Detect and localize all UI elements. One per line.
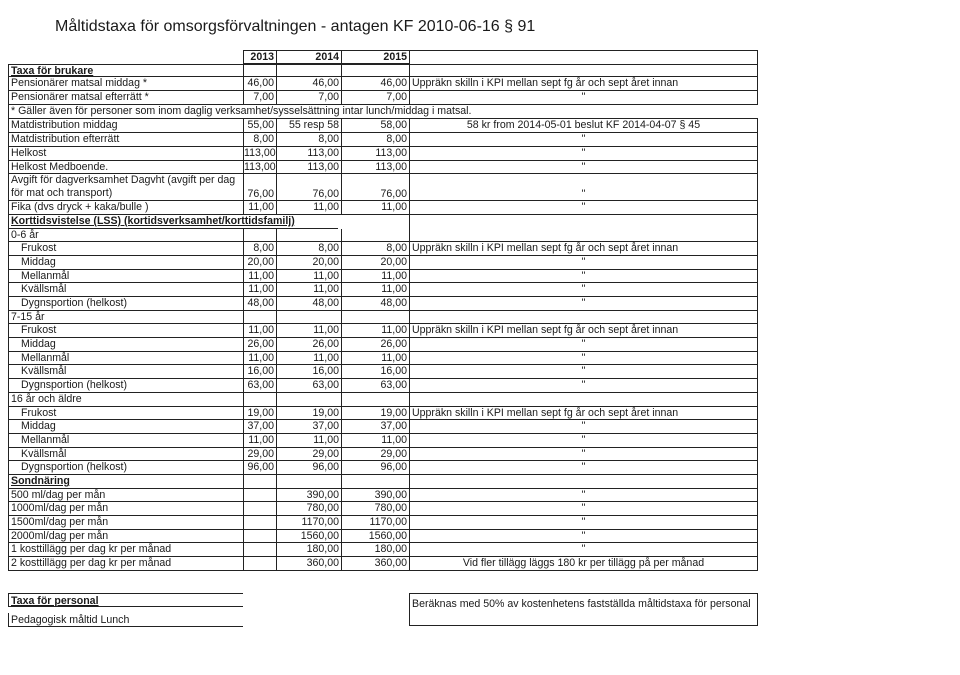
table-row bbox=[8, 283, 758, 297]
row-label: 2000ml/dag per mån bbox=[8, 530, 243, 544]
value-2015: 19,00 bbox=[341, 407, 409, 421]
value-2013: 19,00 bbox=[243, 407, 276, 421]
value-2013: 48,00 bbox=[243, 297, 276, 311]
value-2013: 11,00 bbox=[243, 201, 276, 215]
table-row bbox=[8, 502, 758, 516]
table-row bbox=[8, 516, 758, 530]
value-2013: 20,00 bbox=[243, 256, 276, 270]
row-label: Pedagogisk måltid Lunch bbox=[8, 613, 243, 627]
value-2013 bbox=[243, 516, 276, 530]
row-note: 58 kr from 2014-05-01 beslut KF 2014-04-07 § 45 bbox=[409, 119, 758, 133]
table-row bbox=[8, 461, 758, 475]
value-2013: 16,00 bbox=[243, 365, 276, 379]
value-2014: 16,00 bbox=[276, 365, 341, 379]
row-note: Uppräkn skilln i KPI mellan sept fg år och sept året innan bbox=[409, 242, 758, 256]
row-note: Uppräkn skilln i KPI mellan sept fg år och sept året innan bbox=[409, 324, 758, 338]
row-note: " bbox=[409, 283, 758, 297]
table-row bbox=[8, 613, 758, 627]
value-2013: 11,00 bbox=[243, 352, 276, 366]
value-2013: 29,00 bbox=[243, 448, 276, 462]
empty-cell bbox=[409, 64, 758, 78]
table-row bbox=[8, 161, 758, 175]
row-note: " bbox=[409, 448, 758, 462]
section-personal-row bbox=[8, 593, 758, 610]
value-2014: 29,00 bbox=[276, 448, 341, 462]
section-heading: Taxa för brukare bbox=[8, 64, 243, 78]
value-2015: 1170,00 bbox=[341, 516, 409, 530]
row-label: Frukost bbox=[8, 324, 243, 338]
row-label: Pensionärer matsal efterrätt * bbox=[8, 91, 243, 105]
value-2013: 46,00 bbox=[243, 77, 276, 91]
row-label: Matdistribution middag bbox=[8, 119, 243, 133]
value-2013 bbox=[243, 530, 276, 544]
empty-cell bbox=[276, 311, 341, 325]
table-row bbox=[8, 324, 758, 338]
value-2014: 26,00 bbox=[276, 338, 341, 352]
value-2013: 11,00 bbox=[243, 283, 276, 297]
value-2015: 11,00 bbox=[341, 283, 409, 297]
table-row bbox=[8, 270, 758, 284]
row-label: Middag bbox=[8, 256, 243, 270]
empty-cell bbox=[409, 229, 758, 243]
row-note: " bbox=[409, 543, 758, 557]
value-2014: 96,00 bbox=[276, 461, 341, 475]
value-2015: 16,00 bbox=[341, 365, 409, 379]
empty-cell bbox=[341, 311, 409, 325]
empty-cell bbox=[409, 311, 758, 325]
value-2015: 360,00 bbox=[341, 557, 409, 571]
row-label: 1500ml/dag per mån bbox=[8, 516, 243, 530]
empty-cell bbox=[276, 229, 341, 243]
value-2015: 63,00 bbox=[341, 379, 409, 393]
value-2015: 58,00 bbox=[341, 119, 409, 133]
footnote-row bbox=[8, 105, 758, 119]
value-2015: 11,00 bbox=[341, 352, 409, 366]
value-2015: 96,00 bbox=[341, 461, 409, 475]
value-2015: 7,00 bbox=[341, 91, 409, 105]
value-2013: 8,00 bbox=[243, 133, 276, 147]
value-2014: 46,00 bbox=[276, 77, 341, 91]
empty-cell bbox=[243, 393, 276, 407]
row-label: Pensionärer matsal middag * bbox=[8, 77, 243, 91]
empty-cell bbox=[243, 311, 276, 325]
row-note: " bbox=[409, 530, 758, 544]
row-note: Uppräkn skilln i KPI mellan sept fg år och sept året innan bbox=[409, 407, 758, 421]
table-row bbox=[8, 119, 758, 133]
row-note: " bbox=[409, 365, 758, 379]
table-row bbox=[8, 489, 758, 503]
row-label: Frukost bbox=[8, 242, 243, 256]
row-label: Helkost bbox=[8, 147, 243, 161]
row-label: Frukost bbox=[8, 407, 243, 421]
table-row bbox=[8, 365, 758, 379]
value-2014: 20,00 bbox=[276, 256, 341, 270]
value-2015: 76,00 bbox=[341, 174, 409, 201]
value-2014: 8,00 bbox=[276, 133, 341, 147]
empty-cell bbox=[341, 229, 409, 243]
empty-cell bbox=[341, 475, 409, 489]
row-note: " bbox=[409, 489, 758, 503]
value-2013: 76,00 bbox=[243, 174, 276, 201]
value-2014: 11,00 bbox=[276, 324, 341, 338]
value-2014: 19,00 bbox=[276, 407, 341, 421]
row-label: Middag bbox=[8, 338, 243, 352]
value-2015: 180,00 bbox=[341, 543, 409, 557]
table-row bbox=[8, 201, 758, 215]
value-2015: 11,00 bbox=[341, 201, 409, 215]
row-note: " bbox=[409, 147, 758, 161]
year-2014-header: 2014 bbox=[276, 50, 341, 64]
age-group-row bbox=[8, 393, 758, 407]
empty-cell bbox=[243, 229, 276, 243]
empty-cell bbox=[341, 393, 409, 407]
value-2014: 11,00 bbox=[276, 270, 341, 284]
row-label: Middag bbox=[8, 420, 243, 434]
value-2014: 11,00 bbox=[276, 434, 341, 448]
value-2013: 37,00 bbox=[243, 420, 276, 434]
row-note: " bbox=[409, 161, 758, 175]
empty-cell bbox=[409, 215, 758, 229]
row-note: " bbox=[409, 91, 758, 105]
row-label: Mellanmål bbox=[8, 352, 243, 366]
value-2013: 11,00 bbox=[243, 434, 276, 448]
value-2015: 780,00 bbox=[341, 502, 409, 516]
value-2013: 113,00 bbox=[244, 160, 276, 173]
table-row bbox=[8, 352, 758, 366]
row-note: " bbox=[409, 201, 758, 215]
row-note: " bbox=[409, 297, 758, 311]
value-2013: 96,00 bbox=[243, 461, 276, 475]
table-row bbox=[8, 434, 758, 448]
value-2013: 11,00 bbox=[243, 270, 276, 284]
row-note: " bbox=[409, 133, 758, 147]
table-row bbox=[8, 379, 758, 393]
age-group-label: 7-15 år bbox=[8, 311, 243, 325]
section-lss-row bbox=[8, 215, 758, 229]
row-note: Uppräkn skilln i KPI mellan sept fg år och sept året innan bbox=[409, 77, 758, 91]
value-2013 bbox=[243, 543, 276, 557]
empty-cell bbox=[276, 64, 341, 78]
table-row bbox=[8, 407, 758, 421]
section-heading: Korttidsvistelse (LSS) (kortidsverksamhet/korttidsfamilj) bbox=[8, 215, 338, 229]
row-note: " bbox=[409, 461, 758, 475]
value-2015: 26,00 bbox=[341, 338, 409, 352]
table-row bbox=[8, 338, 758, 352]
row-note: " bbox=[409, 420, 758, 434]
header-note-cell bbox=[409, 50, 758, 64]
row-note: " bbox=[409, 270, 758, 284]
value-2014: 180,00 bbox=[276, 543, 341, 557]
value-2015: 1560,00 bbox=[341, 530, 409, 544]
value-2014: 780,00 bbox=[276, 502, 341, 516]
row-note: Vid fler tillägg läggs 180 kr per tillägg på per månad bbox=[409, 557, 758, 571]
table-row bbox=[8, 297, 758, 311]
row-label: Mellanmål bbox=[8, 270, 243, 284]
value-2015: 8,00 bbox=[341, 242, 409, 256]
page-title: Måltidstaxa för omsorgsförvaltningen - antagen KF 2010-06-16 § 91 bbox=[55, 18, 536, 35]
age-group-row bbox=[8, 229, 758, 243]
table-row bbox=[8, 420, 758, 434]
value-2015: 46,00 bbox=[341, 77, 409, 91]
row-label: Avgift för dagverksamhet Dagvht (avgift per dag för mat och transport) bbox=[8, 174, 243, 201]
empty-cell bbox=[243, 475, 276, 489]
empty-cell bbox=[276, 475, 341, 489]
value-2014: 48,00 bbox=[276, 297, 341, 311]
value-2014: 7,00 bbox=[276, 91, 341, 105]
row-label: Fika (dvs dryck + kaka/bulle ) bbox=[8, 201, 243, 215]
row-label: Helkost Medboende. bbox=[8, 161, 243, 175]
row-note: " bbox=[409, 379, 758, 393]
value-2015: 37,00 bbox=[341, 420, 409, 434]
section-heading: Taxa för personal bbox=[8, 593, 243, 607]
value-2014: 113,00 bbox=[276, 161, 341, 175]
footnote: * Gäller även för personer som inom daglig verksamhet/sysselsättning intar lunch/middag i matsal. bbox=[8, 105, 471, 119]
table-row bbox=[8, 77, 758, 91]
value-2014: 11,00 bbox=[276, 283, 341, 297]
year-2013-header: 2013 bbox=[243, 50, 276, 64]
row-label: Dygnsportion (helkost) bbox=[8, 461, 243, 475]
value-2015: 390,00 bbox=[341, 489, 409, 503]
row-note: " bbox=[409, 434, 758, 448]
age-group-label: 0-6 år bbox=[8, 229, 243, 243]
value-2014: 1560,00 bbox=[276, 530, 341, 544]
table-row bbox=[8, 448, 758, 462]
row-note: " bbox=[409, 338, 758, 352]
value-2015: 113,00 bbox=[341, 161, 409, 175]
row-label: 1 kosttillägg per dag kr per månad bbox=[8, 543, 243, 557]
row-label: Dygnsportion (helkost) bbox=[8, 297, 243, 311]
value-2014: 390,00 bbox=[276, 489, 341, 503]
table-row bbox=[8, 557, 758, 571]
row-label: Dygnsportion (helkost) bbox=[8, 379, 243, 393]
value-2014: 76,00 bbox=[276, 174, 341, 201]
value-2014: 8,00 bbox=[276, 242, 341, 256]
value-2014: 1170,00 bbox=[276, 516, 341, 530]
table-row bbox=[8, 133, 758, 147]
header-spacer bbox=[8, 50, 243, 64]
personal-note: Beräknas med 50% av kostenhetens fastställda måltidstaxa för personal bbox=[409, 593, 758, 626]
value-2014: 360,00 bbox=[276, 557, 341, 571]
year-header-row bbox=[8, 50, 758, 64]
tariff-table bbox=[8, 50, 758, 627]
empty-cell bbox=[341, 64, 409, 78]
value-2015: 29,00 bbox=[341, 448, 409, 462]
value-2013 bbox=[243, 502, 276, 516]
row-label: Mellanmål bbox=[8, 434, 243, 448]
value-2013: 63,00 bbox=[243, 379, 276, 393]
value-2013: 55,00 bbox=[243, 119, 276, 133]
empty-cell bbox=[243, 64, 276, 78]
row-label: Kvällsmål bbox=[8, 448, 243, 462]
value-2015: 20,00 bbox=[341, 256, 409, 270]
row-label: 500 ml/dag per mån bbox=[8, 489, 243, 503]
value-2014: 113,00 bbox=[276, 147, 341, 161]
empty-cell bbox=[276, 393, 341, 407]
section-heading: Sondnäring bbox=[8, 475, 243, 489]
row-label: 2 kosttillägg per dag kr per månad bbox=[8, 557, 243, 571]
row-note: " bbox=[409, 256, 758, 270]
value-2015: 11,00 bbox=[341, 324, 409, 338]
value-2015: 8,00 bbox=[341, 133, 409, 147]
row-label: Matdistribution efterrätt bbox=[8, 133, 243, 147]
table-row bbox=[8, 174, 758, 201]
value-2015: 11,00 bbox=[341, 434, 409, 448]
value-2014: 11,00 bbox=[276, 352, 341, 366]
value-2015: 113,00 bbox=[341, 147, 409, 161]
value-2014: 63,00 bbox=[276, 379, 341, 393]
value-2014: 11,00 bbox=[276, 201, 341, 215]
value-2013: 11,00 bbox=[243, 324, 276, 338]
value-2013 bbox=[243, 557, 276, 571]
empty-cell bbox=[409, 475, 758, 489]
value-2014: 55 resp 58 bbox=[276, 119, 341, 133]
row-label: Kvällsmål bbox=[8, 283, 243, 297]
value-2014: 37,00 bbox=[276, 420, 341, 434]
section-brukare-row bbox=[8, 64, 758, 78]
row-note: " bbox=[409, 352, 758, 366]
value-2015: 11,00 bbox=[341, 270, 409, 284]
age-group-row bbox=[8, 311, 758, 325]
value-2013: 8,00 bbox=[243, 242, 276, 256]
table-row bbox=[8, 147, 758, 161]
value-2013: 113,00 bbox=[244, 146, 276, 159]
table-row bbox=[8, 543, 758, 557]
table-row bbox=[8, 530, 758, 544]
section-sond-row bbox=[8, 475, 758, 489]
age-group-label: 16 år och äldre bbox=[8, 393, 243, 407]
empty-cell bbox=[409, 393, 758, 407]
table-row bbox=[8, 242, 758, 256]
row-label: 1000ml/dag per mån bbox=[8, 502, 243, 516]
value-2013: 26,00 bbox=[243, 338, 276, 352]
table-row bbox=[8, 91, 758, 105]
table-row bbox=[8, 256, 758, 270]
row-note: " bbox=[409, 502, 758, 516]
row-note: " bbox=[409, 174, 758, 201]
year-2015-header: 2015 bbox=[341, 50, 409, 64]
value-2013: 7,00 bbox=[243, 91, 276, 105]
row-label: Kvällsmål bbox=[8, 365, 243, 379]
row-note: " bbox=[409, 516, 758, 530]
value-2013 bbox=[243, 489, 276, 503]
value-2015: 48,00 bbox=[341, 297, 409, 311]
